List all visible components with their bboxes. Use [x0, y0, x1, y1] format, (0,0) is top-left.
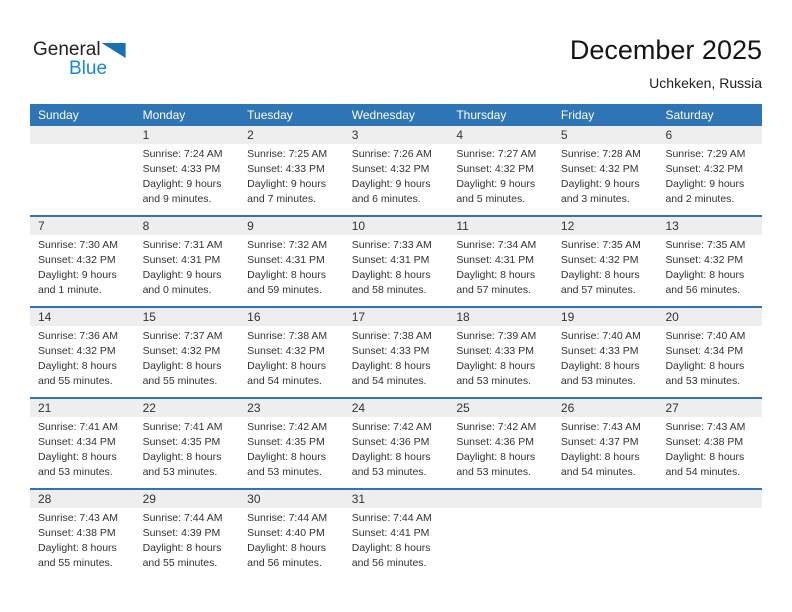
calendar-table — [30, 104, 762, 579]
sunrise-text: Sunrise: 7:44 AM — [142, 512, 223, 524]
daylight-text: Daylight: 8 hours and 55 minutes. — [38, 360, 117, 387]
day-number — [448, 490, 553, 508]
day-cell-body — [553, 326, 658, 389]
week-row-4 — [30, 397, 762, 488]
day-cell — [135, 490, 240, 579]
day-number: 26 — [553, 399, 658, 417]
day-cell — [344, 399, 449, 488]
day-cell — [553, 126, 658, 215]
day-cell — [239, 490, 344, 579]
day-cell — [553, 399, 658, 488]
day-cell — [30, 217, 135, 306]
day-number: 5 — [553, 126, 658, 144]
day-number: 6 — [657, 126, 762, 144]
day-cell-body — [553, 235, 658, 298]
sunset-text: Sunset: 4:34 PM — [665, 345, 744, 357]
logo-triangle-icon — [102, 43, 126, 58]
day-cell — [239, 126, 344, 215]
empty-day-cell — [448, 490, 553, 579]
day-cell — [135, 399, 240, 488]
day-number: 30 — [239, 490, 344, 508]
weekday-header-wednesday: Wednesday — [351, 108, 415, 122]
day-number: 19 — [553, 308, 658, 326]
day-cell-body — [657, 417, 762, 480]
sunset-text: Sunset: 4:32 PM — [38, 345, 116, 357]
sunset-text: Sunset: 4:39 PM — [142, 527, 221, 539]
day-number: 22 — [135, 399, 240, 417]
day-cell — [553, 308, 658, 397]
sunrise-text: Sunrise: 7:42 AM — [456, 421, 537, 433]
day-number: 28 — [30, 490, 135, 508]
day-number — [657, 490, 762, 508]
day-cell — [657, 126, 762, 215]
sunrise-text: Sunrise: 7:32 AM — [247, 239, 328, 251]
daylight-text: Daylight: 8 hours and 58 minutes. — [351, 269, 431, 296]
location-subtitle: Uchkeken, Russia — [649, 75, 762, 91]
weekday-header-sunday: Sunday — [38, 108, 79, 122]
sunset-text: Sunset: 4:33 PM — [142, 163, 221, 175]
daylight-text: Daylight: 8 hours and 55 minutes. — [38, 542, 117, 569]
day-cell-body — [239, 326, 344, 389]
day-cell-body — [344, 144, 449, 207]
daylight-text: Daylight: 8 hours and 55 minutes. — [142, 542, 222, 569]
daylight-text: Daylight: 8 hours and 53 minutes. — [456, 360, 536, 387]
sunset-text: Sunset: 4:36 PM — [456, 436, 534, 448]
sunrise-text: Sunrise: 7:36 AM — [38, 330, 118, 342]
empty-day-cell — [30, 126, 135, 215]
week-row-2 — [30, 215, 762, 306]
day-cell — [344, 308, 449, 397]
sunset-text: Sunset: 4:32 PM — [560, 163, 639, 175]
week-row-5 — [30, 488, 762, 579]
daylight-text: Daylight: 9 hours and 3 minutes. — [560, 178, 640, 205]
day-cell — [239, 217, 344, 306]
sunset-text: Sunset: 4:37 PM — [560, 436, 639, 448]
day-cell-body — [239, 235, 344, 298]
day-cell-body — [344, 235, 449, 298]
sunrise-text: Sunrise: 7:43 AM — [665, 421, 746, 433]
day-cell-body — [344, 326, 449, 389]
day-number: 11 — [448, 217, 553, 235]
day-cell — [344, 217, 449, 306]
day-number: 24 — [344, 399, 449, 417]
sunrise-text: Sunrise: 7:35 AM — [560, 239, 641, 251]
weekday-header-thursday: Thursday — [456, 108, 507, 122]
daylight-text: Daylight: 9 hours and 1 minute. — [38, 269, 117, 296]
sunset-text: Sunset: 4:32 PM — [665, 254, 744, 266]
sunset-text: Sunset: 4:32 PM — [142, 345, 221, 357]
day-cell-body — [448, 235, 553, 298]
day-cell-body — [135, 326, 240, 389]
day-number: 16 — [239, 308, 344, 326]
day-number: 12 — [553, 217, 658, 235]
day-cell — [448, 217, 553, 306]
sunset-text: Sunset: 4:32 PM — [456, 163, 534, 175]
daylight-text: Daylight: 8 hours and 59 minutes. — [247, 269, 326, 296]
weekday-header-friday: Friday — [560, 108, 595, 122]
day-number: 10 — [344, 217, 449, 235]
day-number: 15 — [135, 308, 240, 326]
sunrise-text: Sunrise: 7:28 AM — [560, 148, 641, 160]
day-cell-body — [135, 235, 240, 298]
week-row-1 — [30, 126, 762, 215]
day-cell — [657, 399, 762, 488]
day-number: 14 — [30, 308, 135, 326]
sunrise-text: Sunrise: 7:40 AM — [560, 330, 641, 342]
daylight-text: Daylight: 9 hours and 5 minutes. — [456, 178, 536, 205]
day-cell-body — [135, 417, 240, 480]
sunset-text: Sunset: 4:32 PM — [560, 254, 639, 266]
day-cell — [448, 399, 553, 488]
day-cell — [344, 126, 449, 215]
day-number: 1 — [135, 126, 240, 144]
day-cell — [448, 308, 553, 397]
day-number: 23 — [239, 399, 344, 417]
sunset-text: Sunset: 4:32 PM — [247, 345, 325, 357]
day-cell — [30, 308, 135, 397]
daylight-text: Daylight: 9 hours and 9 minutes. — [142, 178, 222, 205]
daylight-text: Daylight: 8 hours and 56 minutes. — [351, 542, 431, 569]
sunset-text: Sunset: 4:33 PM — [560, 345, 639, 357]
sunrise-text: Sunrise: 7:41 AM — [142, 421, 223, 433]
day-number: 9 — [239, 217, 344, 235]
day-cell — [657, 217, 762, 306]
sunrise-text: Sunrise: 7:44 AM — [351, 512, 432, 524]
sunrise-text: Sunrise: 7:37 AM — [142, 330, 223, 342]
weekday-header-row — [30, 104, 762, 126]
day-number: 25 — [448, 399, 553, 417]
daylight-text: Daylight: 8 hours and 53 minutes. — [142, 451, 222, 478]
day-cell — [344, 490, 449, 579]
day-cell — [135, 126, 240, 215]
day-number: 29 — [135, 490, 240, 508]
sunrise-text: Sunrise: 7:33 AM — [351, 239, 432, 251]
day-cell-body — [657, 326, 762, 389]
sunrise-text: Sunrise: 7:29 AM — [665, 148, 746, 160]
day-cell-body — [344, 417, 449, 480]
day-cell-body — [30, 417, 135, 480]
day-cell-body — [30, 508, 135, 571]
day-number: 4 — [448, 126, 553, 144]
day-cell-body — [30, 144, 135, 147]
day-number: 21 — [30, 399, 135, 417]
daylight-text: Daylight: 8 hours and 54 minutes. — [560, 451, 640, 478]
weekday-header-saturday: Saturday — [665, 108, 714, 122]
day-number: 20 — [657, 308, 762, 326]
day-cell-body — [30, 326, 135, 389]
day-cell-body — [657, 144, 762, 207]
day-cell-body — [30, 235, 135, 298]
day-number — [553, 490, 658, 508]
sunrise-text: Sunrise: 7:40 AM — [665, 330, 746, 342]
title-block — [570, 34, 762, 91]
day-cell — [135, 217, 240, 306]
day-cell-body — [448, 417, 553, 480]
day-number: 8 — [135, 217, 240, 235]
day-cell — [239, 399, 344, 488]
day-cell — [657, 308, 762, 397]
sunset-text: Sunset: 4:32 PM — [38, 254, 116, 266]
general-blue-logo — [33, 40, 126, 77]
daylight-text: Daylight: 8 hours and 56 minutes. — [247, 542, 326, 569]
daylight-text: Daylight: 8 hours and 53 minutes. — [456, 451, 536, 478]
day-cell-body — [448, 508, 553, 511]
daylight-text: Daylight: 8 hours and 57 minutes. — [560, 269, 640, 296]
day-cell-body — [344, 508, 449, 571]
day-number: 27 — [657, 399, 762, 417]
daylight-text: Daylight: 8 hours and 53 minutes. — [247, 451, 326, 478]
sunset-text: Sunset: 4:33 PM — [351, 345, 430, 357]
sunrise-text: Sunrise: 7:44 AM — [247, 512, 328, 524]
sunrise-text: Sunrise: 7:35 AM — [665, 239, 746, 251]
logo-text-blue: Blue — [69, 58, 108, 79]
day-number: 18 — [448, 308, 553, 326]
daylight-text: Daylight: 8 hours and 53 minutes. — [38, 451, 117, 478]
daylight-text: Daylight: 9 hours and 6 minutes. — [351, 178, 431, 205]
sunset-text: Sunset: 4:38 PM — [665, 436, 744, 448]
day-number: 7 — [30, 217, 135, 235]
sunrise-text: Sunrise: 7:38 AM — [351, 330, 432, 342]
sunrise-text: Sunrise: 7:24 AM — [142, 148, 223, 160]
day-cell-body — [239, 417, 344, 480]
daylight-text: Daylight: 9 hours and 2 minutes. — [665, 178, 745, 205]
day-cell-body — [657, 235, 762, 298]
day-cell-body — [553, 508, 658, 511]
sunrise-text: Sunrise: 7:43 AM — [560, 421, 641, 433]
weeks-container — [30, 126, 762, 579]
sunset-text: Sunset: 4:35 PM — [142, 436, 221, 448]
day-number: 31 — [344, 490, 449, 508]
sunrise-text: Sunrise: 7:27 AM — [456, 148, 537, 160]
day-cell-body — [448, 144, 553, 207]
sunset-text: Sunset: 4:31 PM — [247, 254, 325, 266]
day-cell-body — [448, 326, 553, 389]
daylight-text: Daylight: 9 hours and 0 minutes. — [142, 269, 222, 296]
sunrise-text: Sunrise: 7:42 AM — [351, 421, 432, 433]
sunrise-text: Sunrise: 7:39 AM — [456, 330, 537, 342]
day-cell-body — [135, 508, 240, 571]
sunset-text: Sunset: 4:31 PM — [351, 254, 430, 266]
daylight-text: Daylight: 8 hours and 57 minutes. — [456, 269, 536, 296]
sunrise-text: Sunrise: 7:30 AM — [38, 239, 118, 251]
sunset-text: Sunset: 4:38 PM — [38, 527, 116, 539]
day-number: 17 — [344, 308, 449, 326]
sunrise-text: Sunrise: 7:31 AM — [142, 239, 223, 251]
daylight-text: Daylight: 8 hours and 53 minutes. — [351, 451, 431, 478]
day-cell — [553, 217, 658, 306]
sunset-text: Sunset: 4:36 PM — [351, 436, 430, 448]
day-cell-body — [135, 144, 240, 207]
sunset-text: Sunset: 4:31 PM — [142, 254, 221, 266]
logo-text-general: General — [33, 39, 101, 60]
day-cell-body — [553, 417, 658, 480]
sunset-text: Sunset: 4:40 PM — [247, 527, 325, 539]
week-row-3 — [30, 306, 762, 397]
daylight-text: Daylight: 8 hours and 54 minutes. — [351, 360, 431, 387]
sunset-text: Sunset: 4:41 PM — [351, 527, 430, 539]
daylight-text: Daylight: 8 hours and 54 minutes. — [665, 451, 745, 478]
sunset-text: Sunset: 4:31 PM — [456, 254, 534, 266]
day-cell-body — [553, 144, 658, 207]
weekday-header-tuesday: Tuesday — [247, 108, 293, 122]
weekday-header-monday: Monday — [142, 108, 186, 122]
sunrise-text: Sunrise: 7:41 AM — [38, 421, 118, 433]
day-cell-body — [239, 144, 344, 207]
day-cell-body — [657, 508, 762, 511]
day-cell — [30, 490, 135, 579]
day-cell — [30, 399, 135, 488]
day-number: 2 — [239, 126, 344, 144]
sunset-text: Sunset: 4:33 PM — [456, 345, 534, 357]
sunrise-text: Sunrise: 7:25 AM — [247, 148, 328, 160]
day-cell — [135, 308, 240, 397]
sunset-text: Sunset: 4:32 PM — [351, 163, 430, 175]
empty-day-cell — [657, 490, 762, 579]
daylight-text: Daylight: 8 hours and 56 minutes. — [665, 269, 745, 296]
day-number: 3 — [344, 126, 449, 144]
sunset-text: Sunset: 4:32 PM — [665, 163, 744, 175]
sunset-text: Sunset: 4:35 PM — [247, 436, 325, 448]
day-cell — [448, 126, 553, 215]
sunset-text: Sunset: 4:33 PM — [247, 163, 325, 175]
day-cell — [239, 308, 344, 397]
sunrise-text: Sunrise: 7:34 AM — [456, 239, 537, 251]
page-title: December 2025 — [569, 35, 762, 65]
sunrise-text: Sunrise: 7:26 AM — [351, 148, 432, 160]
daylight-text: Daylight: 9 hours and 7 minutes. — [247, 178, 326, 205]
day-number — [30, 126, 135, 144]
day-number: 13 — [657, 217, 762, 235]
daylight-text: Daylight: 8 hours and 53 minutes. — [560, 360, 640, 387]
daylight-text: Daylight: 8 hours and 54 minutes. — [247, 360, 326, 387]
sunrise-text: Sunrise: 7:38 AM — [247, 330, 328, 342]
daylight-text: Daylight: 8 hours and 53 minutes. — [665, 360, 745, 387]
day-cell-body — [239, 508, 344, 571]
empty-day-cell — [553, 490, 658, 579]
sunrise-text: Sunrise: 7:42 AM — [247, 421, 328, 433]
daylight-text: Daylight: 8 hours and 55 minutes. — [142, 360, 222, 387]
sunrise-text: Sunrise: 7:43 AM — [38, 512, 118, 524]
sunset-text: Sunset: 4:34 PM — [38, 436, 116, 448]
